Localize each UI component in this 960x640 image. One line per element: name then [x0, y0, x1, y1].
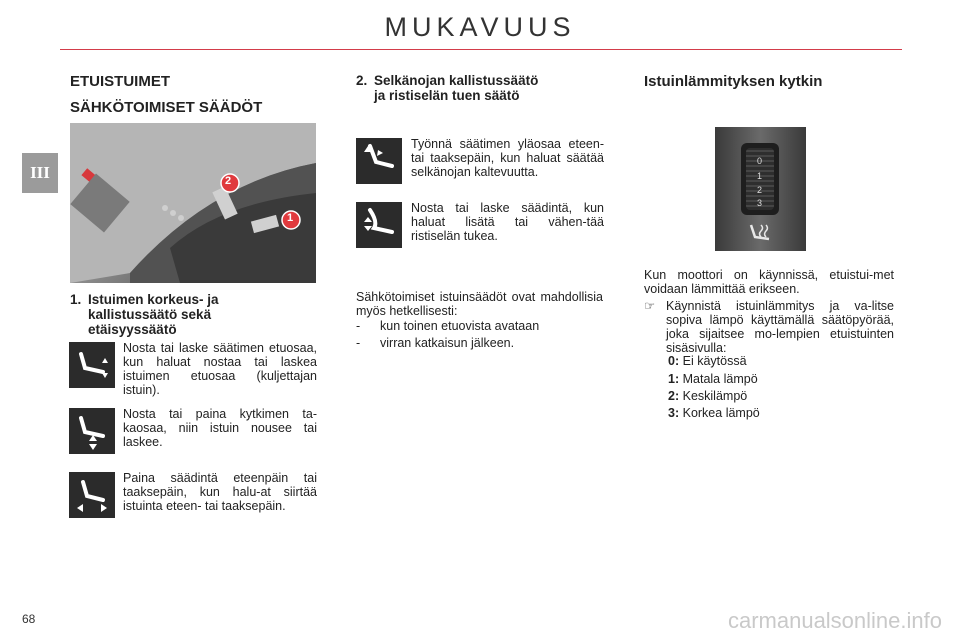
seat-controls-photo — [70, 123, 316, 283]
para-lumbar-support: Nosta tai laske säädintä, kun haluat lisätä tai vähen-tää ristiselän tukea. — [411, 201, 604, 243]
item-1-title-line-1: Istuimen korkeus- ja — [88, 292, 219, 307]
item-1-title-line-3: etäisyyssäätö — [88, 322, 177, 337]
seat-heating-icon — [747, 221, 775, 245]
para-seat-slide: Paina säädintä eteenpäin tai taaksepäin, kun halu-at siirtää istuinta eteen- tai taaksepäin. — [123, 471, 317, 513]
section-heading-seat-heating: Istuinlämmityksen kytkin — [644, 73, 823, 90]
photo-marker-2: 2 — [225, 175, 232, 187]
para-temporary-adjust: Sähkötoimiset istuinsäädöt ovat mahdollisia myös hetkellisesti: — [356, 290, 603, 318]
level-key: 2: — [668, 389, 680, 403]
level-key: 1: — [668, 372, 680, 386]
heating-level-1 — [668, 372, 758, 386]
list-item — [356, 336, 606, 350]
seat-tilt-icon — [69, 342, 115, 388]
level-key: 0: — [668, 354, 680, 368]
heating-dial-label-3: 3 — [757, 198, 763, 208]
chapter-tab: III — [22, 153, 58, 193]
item-2-title-line-2: ja ristiselän tuen säätö — [374, 88, 520, 103]
level-label: Korkea lämpö — [682, 406, 760, 420]
level-label: Matala lämpö — [682, 372, 758, 386]
heating-level-3 — [668, 406, 760, 420]
watermark: carmanualsonline.info — [727, 608, 942, 633]
list-dash: - — [356, 336, 361, 350]
item-1-number: 1. — [70, 292, 82, 307]
instruction-bullet — [644, 299, 894, 355]
para-seat-tilt: Nosta tai laske säätimen etuosaa, kun haluat nostaa tai laskea istuimen etuosaa (kuljettajan istuin). — [123, 341, 317, 397]
level-label: Keskilämpö — [682, 389, 748, 403]
list-item-text: kun toinen etuovista avataan — [380, 319, 540, 333]
page-number: 68 — [22, 612, 36, 626]
heating-level-2 — [668, 389, 747, 403]
section-heading-electric-adjust: SÄHKÖTOIMISET SÄÄDÖT — [70, 99, 263, 116]
list-item — [356, 319, 606, 333]
seat-heating-switch-photo — [715, 127, 806, 251]
instruction-text: Käynnistä istuinlämmitys ja va-litse sopiva lämpö käyttämällä säätöpyörää, joka sijaitsee mo-lempien etuistuinten sisäsivulla: — [666, 299, 894, 355]
item-1-title-line-2: kallistussäätö sekä — [88, 307, 212, 322]
section-heading-front-seats: ETUISTUIMET — [70, 73, 170, 90]
photo-marker-1: 1 — [287, 212, 294, 224]
para-backrest-tilt: Työnnä säätimen yläosaa eteen- tai taaksepäin, kun haluat säätää selkänojan kaltevuutta. — [411, 137, 604, 179]
list-item-text: virran katkaisun jälkeen. — [380, 336, 515, 350]
seat-photo-illustration — [70, 123, 316, 283]
heating-level-0 — [668, 354, 747, 368]
list-dash: - — [356, 319, 361, 333]
level-label: Ei käytössä — [682, 354, 747, 368]
item-2-title-line-1: Selkänojan kallistussäätö — [374, 73, 539, 88]
heating-dial-label-0: 0 — [757, 156, 763, 166]
backrest-tilt-icon — [356, 138, 402, 184]
lumbar-support-icon — [356, 202, 402, 248]
item-2-number: 2. — [356, 73, 368, 88]
level-key: 3: — [668, 406, 680, 420]
item-1-heading — [70, 292, 320, 337]
seat-slide-icon — [69, 472, 115, 518]
page-title: MUKAVUUS — [384, 12, 576, 42]
pointing-hand-icon: ☞ — [644, 299, 656, 313]
para-seat-height: Nosta tai paina kytkimen ta-kaosaa, niin istuin nousee tai laskee. — [123, 407, 317, 449]
heating-dial-label-1: 1 — [757, 171, 763, 181]
item-2-heading — [356, 73, 616, 103]
heating-dial-label-2: 2 — [757, 185, 763, 195]
seat-height-icon — [69, 408, 115, 454]
header-divider — [60, 49, 902, 50]
para-seat-heating-intro: Kun moottori on käynnissä, etuistui-met voidaan lämmittää erikseen. — [644, 268, 894, 296]
